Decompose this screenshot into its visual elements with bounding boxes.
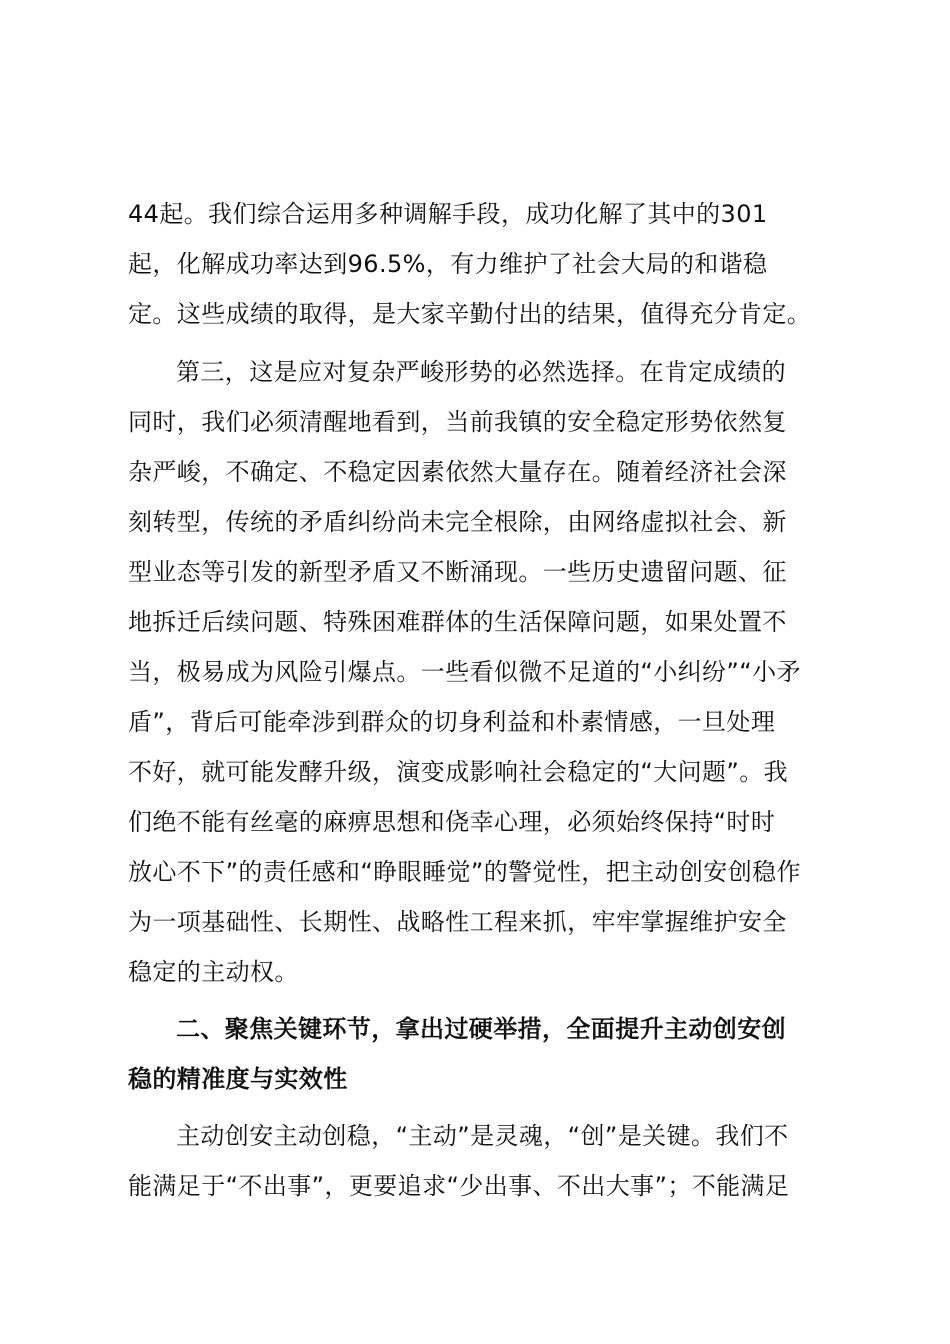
paragraph-line: 定。这些成绩的取得，是大家辛勤付出的结果，值得充分肯定。 (128, 300, 812, 328)
paragraph-line: 能满足于“不出事”，更要追求“少出事、不出大事”；不能满足 (128, 1172, 790, 1200)
paragraph-line: 盾”，背后可能牵涉到群众的切身利益和朴素情感，一旦处理 (128, 708, 776, 736)
paragraph-line: 不好，就可能发酵升级，演变成影响社会稳定的“大问题”。我 (128, 758, 789, 786)
paragraph-line: 当，极易成为风险引爆点。一些看似微不足道的“小纠纷”“小矛 (128, 658, 801, 686)
paragraph-line: 第三，这是应对复杂严峻形势的必然选择。在肯定成绩的 (176, 358, 786, 386)
section-heading: 二、聚焦关键环节，拿出过硬举措，全面提升主动创安创 (176, 1015, 786, 1043)
paragraph-line: 为一项基础性、长期性、战略性工程来抓，牢牢掌握维护安全 (128, 908, 787, 936)
paragraph-line: 放心不下”的责任感和“睁眼睡觉”的警觉性，把主动创安创稳作 (128, 858, 801, 886)
paragraph-line: 们绝不能有丝毫的麻痹思想和侥幸心理，必须始终保持“时时 (128, 808, 776, 836)
paragraph-line: 刻转型，传统的矛盾纠纷尚未完全根除，由网络虚拟社会、新 (128, 508, 787, 536)
paragraph-line: 地拆迁后续问题、特殊困难群体的生活保障问题，如果处置不 (128, 608, 787, 636)
paragraph-line: 起，化解成功率达到96.5%，有力维护了社会大局的和谐稳 (128, 250, 768, 278)
paragraph-line: 稳定的主动权。 (128, 958, 299, 986)
paragraph-line: 44起。我们综合运用多种调解手段，成功化解了其中的301 (128, 200, 768, 228)
paragraph-line: 同时，我们必须清醒地看到，当前我镇的安全稳定形势依然复 (128, 408, 787, 436)
paragraph-line: 主动创安主动创稳，“主动”是灵魂，“创”是关键。我们不 (176, 1122, 789, 1150)
section-heading: 稳的精准度与实效性 (128, 1065, 348, 1093)
paragraph-line: 杂严峻，不确定、不稳定因素依然大量存在。随着经济社会深 (128, 458, 787, 486)
paragraph-line: 型业态等引发的新型矛盾又不断涌现。一些历史遗留问题、征 (128, 558, 787, 586)
